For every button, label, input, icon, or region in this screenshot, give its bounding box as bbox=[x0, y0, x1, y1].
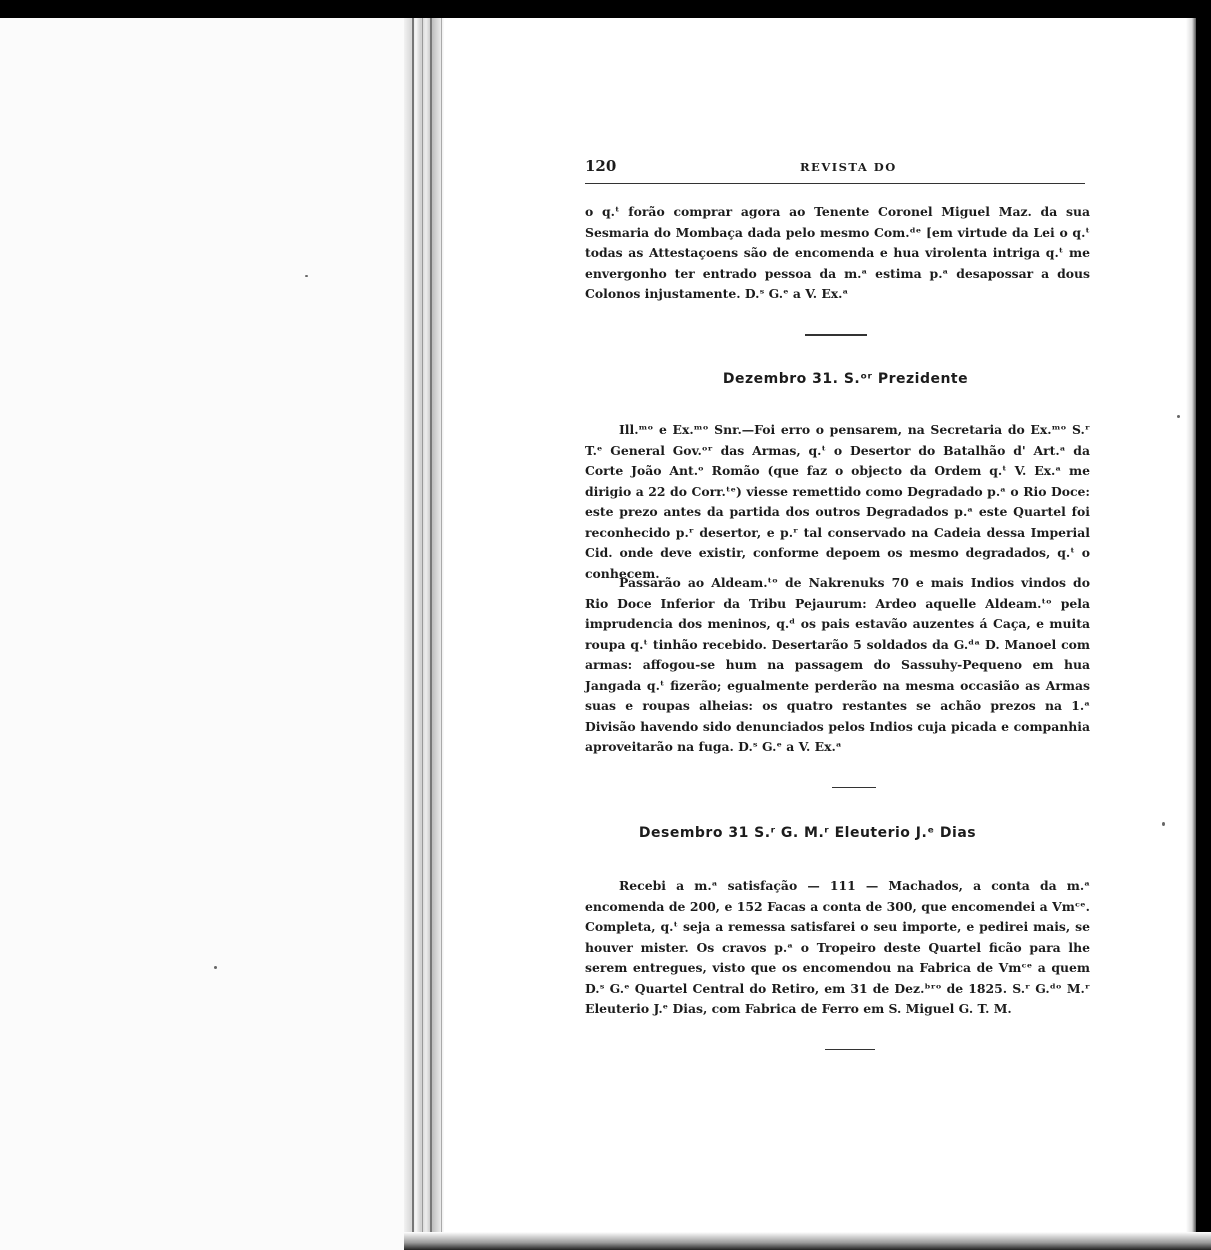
letter-paragraph: Recebi a m.ᵃ satisfação — 111 — Machados, a conta da m.ᵃ encomenda de 200, e 152 Facas a conta de 300, que encomendei a Vmᶜᵉ. Completa, q.ᵗ seja a remessa satisfarei o seu importe, e pedirei mais, se houver mister. Os cravos p.ᵃ o Tropeiro deste Quartel ficão para lhe serem entregues, visto que os encomendou na Fabrica de Vmᶜᵉ a quem D.ˢ G.ᵉ Quartel Central do Retiro, em 31 de Dez.ᵇʳᵒ de 1825. S.ʳ G.ᵈᵒ M.ʳ Eleuterio J.ᵉ Dias, com Fabrica de Ferro em S. Miguel G. T. M. bbox=[585, 878, 1090, 1016]
gutter-fold-line bbox=[441, 18, 442, 1250]
page-header bbox=[585, 155, 1085, 184]
scan-speck bbox=[1200, 88, 1206, 96]
gutter-fold-line bbox=[422, 18, 423, 1250]
section-divider bbox=[825, 1049, 875, 1050]
scan-right-border bbox=[1196, 18, 1211, 1250]
page-number: 120 bbox=[585, 157, 617, 175]
section-divider bbox=[832, 787, 876, 788]
page-edge-shadow bbox=[1186, 18, 1196, 1250]
letter-paragraph: Passarão ao Aldeam.ᵗᵒ de Nakrenuks 70 e mais Indios vindos do Rio Doce Inferior da Tribu Pejaurum: Ardeo aquelle Aldeam.ᵗᵒ pela imprudencia dos meninos, q.ᵈ os pais estavão auzentes á Caça, e muita roupa q.ᵗ tinhão recebido. Desertarão 5 soldados da G.ᵈᵃ D. Manoel com armas: affogou-se hum na passagem do Sassuhy-Pequeno em hua Jangada q.ᵗ fizerão; egualmente perderão na mesma occasião as Armas suas e roupas alheias: os quatro restantes se achão prezos na 1.ᵃ Divisão havendo sido denunciados pelos Indios cuja picada e companhia aproveitarão na fuga. D.ˢ G.ᵉ a V. Ex.ᵃ bbox=[585, 575, 1090, 754]
scan-speck bbox=[1200, 248, 1206, 256]
scan-speck bbox=[1200, 617, 1206, 625]
scan-speck bbox=[214, 966, 217, 969]
book-page bbox=[585, 155, 1090, 1155]
section-title: Desembro 31 S.ʳ G. M.ʳ Eleuterio J.ᵉ Dias bbox=[638, 825, 977, 841]
facing-page-blank bbox=[0, 18, 412, 1250]
section-title: Dezembro 31. S.ᵒʳ Prezidente bbox=[722, 371, 969, 387]
letter-paragraph: Ill.ᵐᵒ e Ex.ᵐᵒ Snr.—Foi erro o pensarem, na Secretaria do Ex.ᵐᵒ S.ʳ T.ᵉ General Gov.ᵒʳ das Armas, q.ᵗ o Desertor do Batalhão d' Art.ᵃ da Corte João Ant.ᵒ Romão (que faz o objecto da Ordem q.ᵗ V. Ex.ᵃ me dirigio a 22 do Corr.ᵗᵉ) viesse remettido como Degradado p.ᵃ o Rio Doce: este prezo antes da partida dos outros Degradados p.ᵃ este Quartel foi reconhecido p.ʳ desertor, e p.ʳ tal conservado na Cadeia dessa Imperial Cid. onde deve existir, conforme depoem os mesmo degradados, q.ᵗ o conhecem. bbox=[585, 422, 1090, 581]
scan-speck bbox=[305, 275, 308, 277]
continuation-paragraph: o q.ᵗ forão comprar agora ao Tenente Coronel Miguel Maz. da sua Sesmaria do Mombaça dada pelo mesmo Com.ᵈᵉ [em virtude da Lei o q.ᵗ todas as Attestaçoens são de encomenda e hua virolenta intriga q.ᵗ me envergonho ter entrado pessoa da m.ᵃ estima p.ᵃ desapossar a dous Colonos injustamente. D.ˢ G.ᵉ a V. Ex.ᵃ bbox=[585, 204, 1090, 301]
scan-top-border bbox=[0, 0, 1211, 18]
scan-bottom-shadow bbox=[404, 1232, 1211, 1250]
gutter-fold-line bbox=[412, 18, 414, 1250]
book-gutter bbox=[404, 18, 444, 1250]
section-divider bbox=[805, 334, 867, 336]
scan-speck bbox=[1177, 415, 1180, 418]
scan-speck bbox=[1162, 822, 1165, 826]
gutter-fold-line bbox=[430, 18, 432, 1250]
running-head: REVISTA DO bbox=[800, 160, 897, 174]
